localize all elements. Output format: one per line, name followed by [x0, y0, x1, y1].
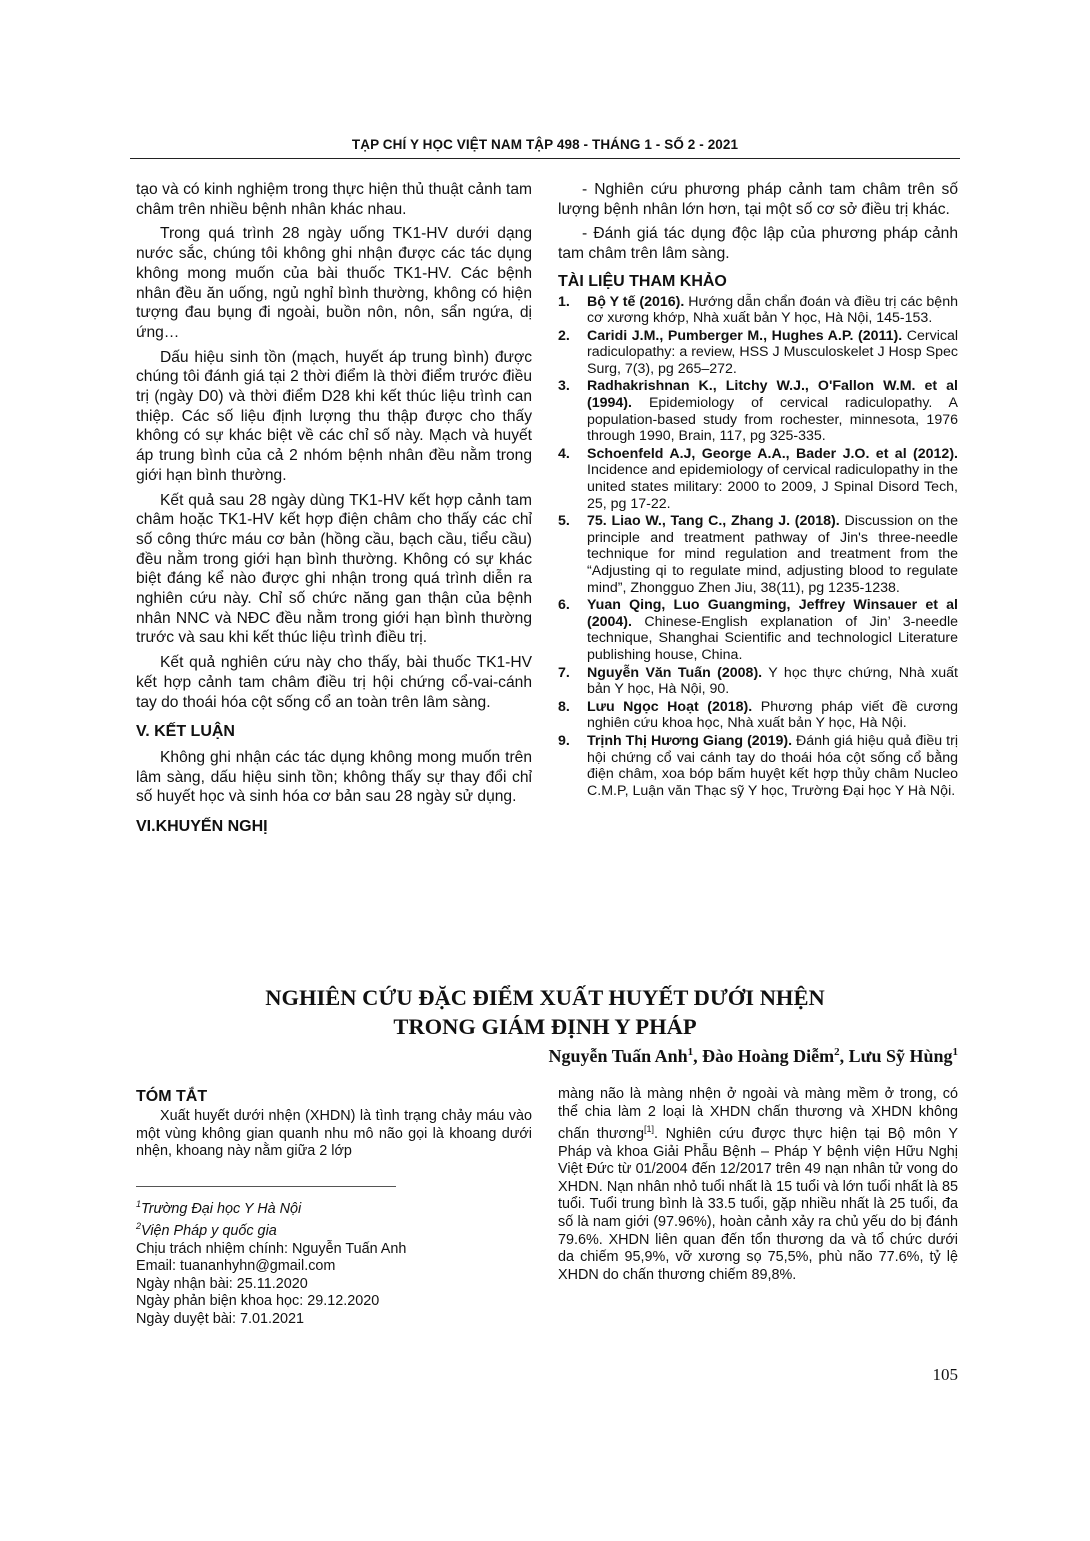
left-column [136, 180, 532, 843]
abstract-heading: TÓM TẮT [136, 1088, 208, 1105]
affiliation: $^2$Viện Pháp y quốc gia [136, 1221, 277, 1240]
paragraph: Kết quả sau 28 ngày dùng TK1-HV kết hợp cảnh tam châm hoặc TK1-HV kết hợp điện châm cho thấy các chỉ số công thức máu cơ bản (hồng cầu, bạch cầu, tiểu cầu) đều nằm trong giới hạn bình thường. Không có sự khác biệt đáng kể nào được ghi nhận trong quá trình diễn ra nghiên cứu này. Chỉ số chức năng gan thận của bệnh nhân NNC và NĐC đều nằm trong giới hạn bình thường trước và sau khi kết thúc liệu trình điều trị. [136, 491, 532, 647]
paragraph: tạo và có kinh nghiệm trong thực hiện thủ thuật cảnh tam châm trên nhiều bệnh nhân khác nhau. [136, 181, 532, 218]
reference-item: 7. Nguyễn Văn Tuấn (2008). Y học thực chứng, Nhà xuất bản Y học, Hà Nội, 90. [558, 664, 958, 698]
reference-item: 5. 75. Liao W., Tang C., Zhang J. (2018). Discussion on the principle and treatment pathway of Jin's three-needle technique for mind regulation and treatment from the “Adjusting qi to regulate mind, adjusting blood to regulate mind”, Zhongguo Zhen Jiu, 38(11), pg 1235-1238. [558, 513, 958, 596]
section-heading-conclusion: V. KẾT LUẬN [136, 723, 235, 741]
affiliation-mark: 1 [952, 1046, 958, 1058]
author-name: Nguyễn Tuấn Anh [548, 1046, 688, 1066]
citation-mark: [1] [643, 1124, 654, 1135]
journal-header: TẠP CHÍ Y HỌC VIỆT NAM TẬP 498 - THÁNG 1 - SỐ 2 - 2021 [351, 137, 739, 152]
abstract-right [558, 1086, 958, 1284]
article-title-line: NGHIÊN CỨU ĐẶC ĐIỂM XUẤT HUYẾT DƯỚI NHỆN [265, 985, 825, 1010]
paragraph: Trong quá trình 28 ngày uống TK1-HV dưới dạng nước sắc, chúng tôi không ghi nhận được các tác dụng không mong muốn của bài thuốc TK1-HV. Các bệnh nhân đều ăn uống, ngủ nghỉ bình thường, không có hiện tượng đau bụng đi ngoài, buồn nôn, nôn, sẩn ngứa, dị ứng… [136, 225, 532, 341]
article-title-line: TRONG GIÁM ĐỊNH Y PHÁP [393, 1014, 697, 1039]
affiliation: $^1$Trường Đại học Y Hà Nội [136, 1199, 302, 1217]
section-heading-recommendation: VI.KHUYẾN NGHỊ [136, 818, 268, 836]
abstract-paragraph: màng não là màng nhện ở ngoài và màng mềm ở trong, có thể chia làm 2 loại là XHDN chấn thương và XHDN không chấn thương[1]. Nghiên cứu được thực hiện tại Bộ môn Y Pháp và khoa Giải Phẫu Bệnh – Pháp Y bệnh viện Hữu Nghị Việt Đức từ 01/2004 đến 12/2017 trên 49 nạn nhân tử vong do XHDN. Nạn nhân nhỏ tuổi nhất là 15 tuổi và lớn tuổi nhất là 85 tuổi. Tuổi trung bình là 33.5 tuổi, gặp nhiều nhất là 25 tuổi, đa số là nam giới (97.96%), hoàn cảnh xảy ra chủ yếu do bị đánh 79.6%. XHDN liên quan đến tổn thương da và tổ chức dưới da chiếm 95,9%, vỡ xương sọ 75,5%, phù não 77.6%, tỷ lệ XHDN do chấn thương chiếm 89,8%. [558, 1086, 958, 1283]
author-list: Nguyễn Tuấn Anh$^1$, Đào Hoàng Diễm$^2$, Lưu Sỹ Hùng$^1$ [548, 1046, 958, 1066]
footnote-rule [136, 1186, 396, 1187]
reference-item: 6. Yuan Qing, Luo Guangming, Jeffrey Winsauer et al (2004). Chinese-English explanation of Jin’ 3-needle technique, Shanghai Scientific and technologicl Literature publishing house, China. [558, 597, 958, 663]
article-title [130, 983, 960, 1041]
footnotes [136, 1196, 406, 1328]
page-number: 105 [932, 1365, 958, 1384]
reference-item: 1. Bộ Y tế (2016). Hướng dẫn chẩn đoán và điều trị các bệnh cơ xương khớp, Nhà xuất bản Y học, Hà Nội, 145-153. [558, 293, 958, 327]
affiliation-mark: 1 [687, 1046, 694, 1058]
paragraph: Không ghi nhận các tác dụng không mong muốn trên lâm sàng, dấu hiệu sinh tồn; không thấy sự thay đổi chỉ số huyết học và sinh hóa cơ bản sau 28 ngày sử dụng. [136, 748, 532, 806]
reference-item: 2. Caridi J.M., Pumberger M., Hughes A.P. (2011). Cervical radiculopathy: a review, HSS J Musculoskelet J Hosp Spec Surg, 7(3), pg 265–272. [558, 327, 958, 377]
author-name: Lưu Sỹ Hùng [848, 1046, 953, 1066]
date-approved: Ngày duyệt bài: 7.01.2021 [136, 1310, 305, 1327]
reference-item: 9. Trịnh Thị Hương Giang (2019). Đánh giá hiệu quả điều trị hội chứng cổ vai cánh tay do thoái hóa cột sống cổ bằng điện châm, xoa bóp bấm huyệt kết hợp thủy châm Nucleo C.M.P, Luận văn Thạc sỹ Y học, Trường Đại học Y Hà Nội. [558, 732, 958, 799]
reference-item: 8. Lưu Ngọc Hoạt (2018). Phương pháp viết đề cương nghiên cứu khoa học, Nhà xuất bản Y học, Hà Nội. [558, 698, 958, 732]
paragraph: Dấu hiệu sinh tồn (mạch, huyết áp trung bình) được chúng tôi đánh giá tại 2 thời điểm là thời điểm trước điều trị (ngày D0) và thời điểm D28 khi kết thúc liệu trình can thiệp. Các số liệu định lượng thu thập được cho thấy không có sự khác biệt về các chỉ số này. Mạch và huyết áp trung bình của cả 2 nhóm bệnh nhân đều nằm trong giới hạn bình thường. [136, 348, 532, 484]
abstract-paragraph: Xuất huyết dưới nhện (XHDN) là tình trạng chảy máu vào một vùng không gian quanh nhu mô não gọi là khoang dưới nhện, khoang này nằm giữa 2 lớp [136, 1108, 532, 1160]
header-rule [130, 158, 960, 159]
reference-item: 4. Schoenfeld A.J, George A.A., Bader J.O. et al (2012). Incidence and epidemiology of cervical radiculopathy in the united states military: 2000 to 2009, J Spinal Disord Tech, 25, pg 17-22. [558, 445, 958, 512]
paragraph: - Nghiên cứu phương pháp cảnh tam châm trên số lượng bệnh nhân lớn hơn, tại một số cơ sở điều trị khác. [558, 181, 958, 218]
date-received: Ngày nhận bài: 25.11.2020 [136, 1275, 308, 1292]
responsible-author: Chịu trách nhiệm chính: Nguyễn Tuấn Anh [136, 1240, 407, 1257]
author-name: Đào Hoàng Diễm [702, 1046, 835, 1066]
affiliation-mark: 2 [834, 1046, 840, 1058]
abstract-left [136, 1108, 532, 1161]
section-heading-references: TÀI LIỆU THAM KHẢO [558, 272, 727, 290]
paragraph: Kết quả nghiên cứu này cho thấy, bài thuốc TK1-HV kết hợp cảnh tam châm điều trị hội chứng cổ-vai-cánh tay do thoái hóa cột sống cổ an toàn trên lâm sàng. [136, 654, 532, 711]
paragraph: - Đánh giá tác dụng độc lập của phương pháp cảnh tam châm trên lâm sàng. [558, 225, 958, 263]
right-column [558, 180, 958, 800]
reference-item: 3. Radhakrishnan K., Litchy W.J., O'Fallon W.M. et al (1994). Epidemiology of cervical radiculopathy. A population-based study from rochester, minnesota, 1976 through 1990, Brain, 117, pg 325-335. [558, 378, 958, 445]
reference-list [558, 294, 958, 800]
date-reviewed: Ngày phản biện khoa học: 29.12.2020 [136, 1293, 380, 1310]
email: Email: tuananhyhn@gmail.com [136, 1258, 336, 1275]
